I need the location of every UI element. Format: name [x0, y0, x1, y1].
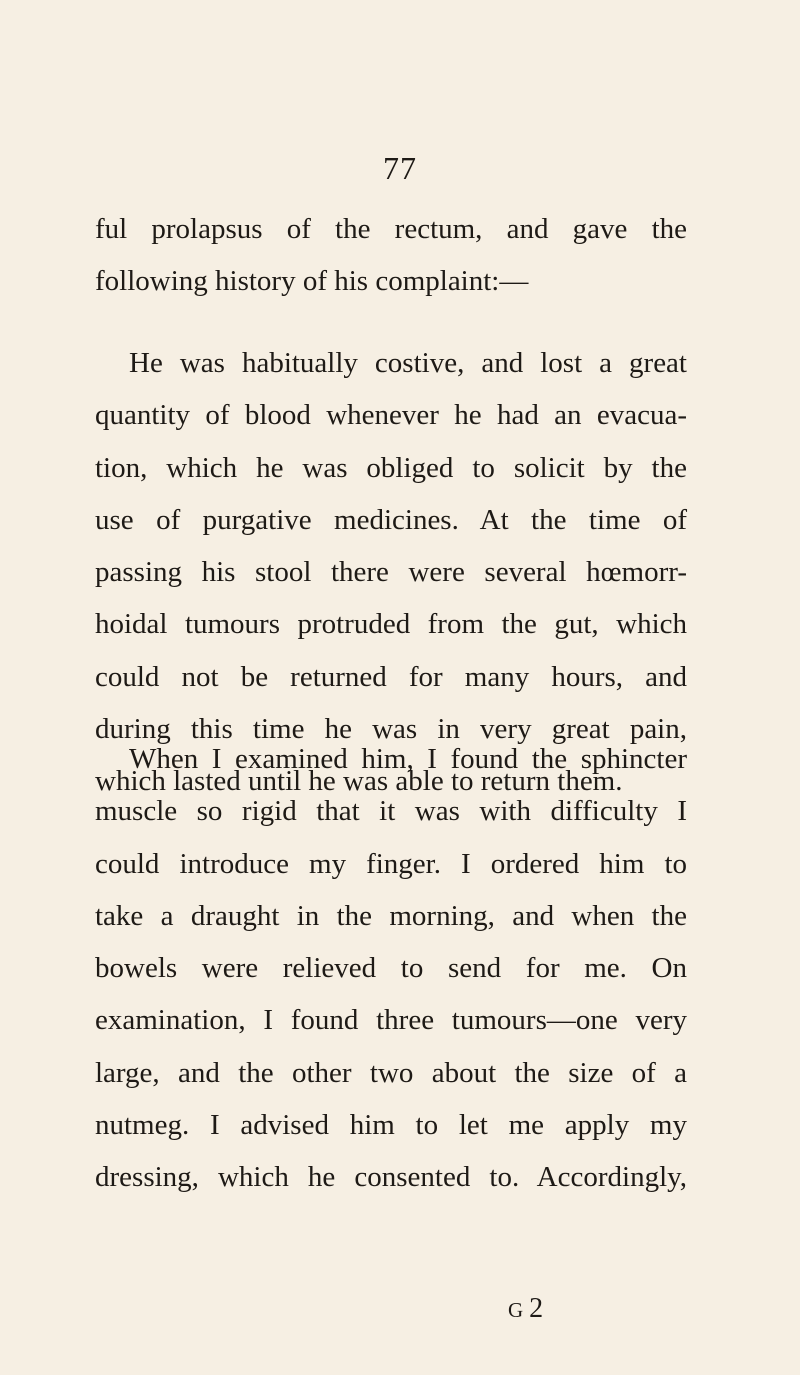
text-line: muscle so rigid that it was with difficulty I [95, 795, 687, 828]
text-line: use of purgative medicines. At the time of [95, 503, 687, 536]
text-line: during this time he was in very great pain, [95, 713, 687, 746]
text-line: bowels were relieved to send for me. On [95, 952, 687, 985]
signature-number: 2 [529, 1293, 550, 1324]
text-line: could not be returned for many hours, and [95, 660, 687, 693]
text-line: passing his stool there were several hœmorr- [95, 556, 687, 589]
text-line: examination, I found three tumours—one very [95, 1004, 687, 1037]
text-line: following history of his complaint:— [95, 265, 529, 298]
text-line: ful prolapsus of the rectum, and gave the [95, 213, 687, 245]
text-line: hoidal tumours protruded from the gut, which [95, 608, 687, 641]
paragraph-examination [95, 733, 687, 1204]
paragraph-continuation [95, 203, 687, 308]
text-line: nutmeg. I advised him to let me apply my [95, 1109, 687, 1142]
text-line: large, and the other two about the size of a [95, 1056, 687, 1089]
signature-letter: G [508, 1298, 530, 1322]
signature-mark [508, 1293, 549, 1325]
text-line: take a draught in the morning, and when the [95, 899, 687, 932]
text-line: dressing, which he consented to. Accordingly, [95, 1161, 687, 1194]
text-line: quantity of blood whenever he had an evacua- [95, 399, 687, 432]
page-number: 77 [383, 150, 417, 186]
text-line: could introduce my finger. I ordered him to [95, 847, 687, 880]
text-line: which lasted until he was able to return them. [95, 765, 623, 798]
text-line: He was habitually costive, and lost a great [129, 347, 687, 379]
text-line: When I examined him, I found the sphincter [129, 743, 687, 775]
text-line: tion, which he was obliged to solicit by the [95, 451, 687, 484]
